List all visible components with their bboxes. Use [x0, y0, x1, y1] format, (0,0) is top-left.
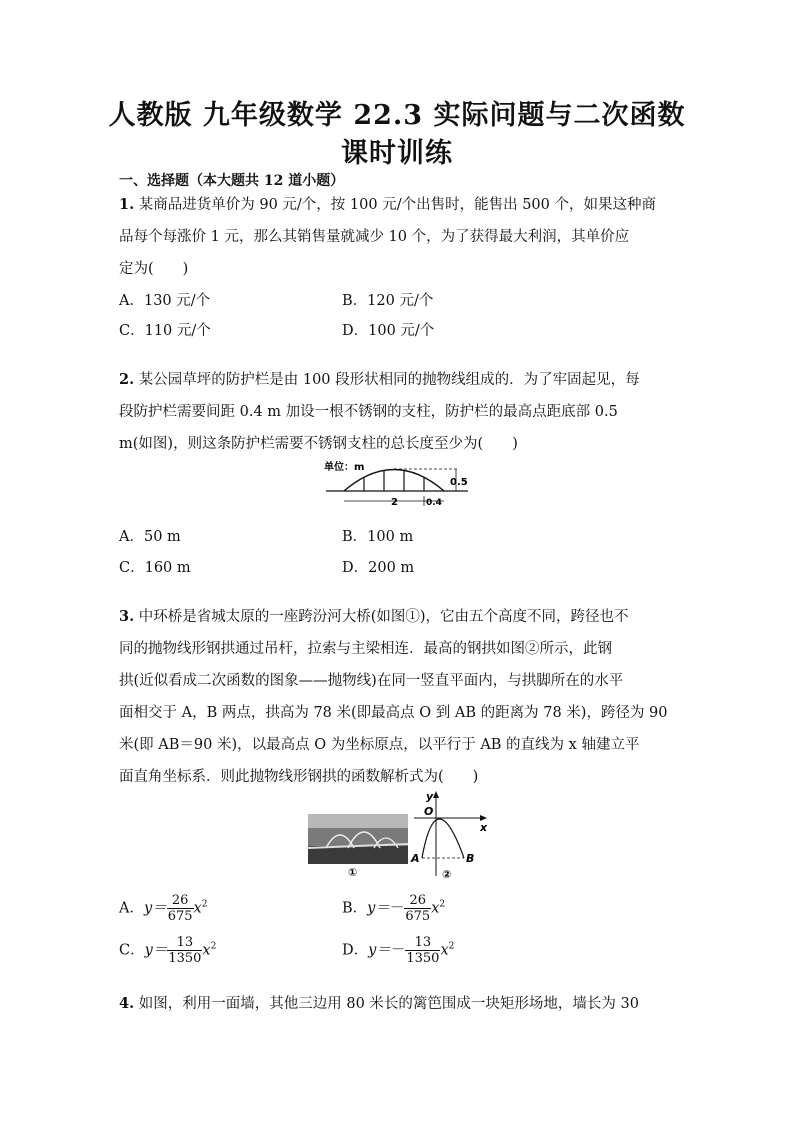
q3-option-d: D．y＝－ $\frac{13}{1350}$ $x^2$ — [342, 935, 455, 966]
q3-line5: 米(即 AB＝90 米)，以最高点 O 为坐标原点，以平行于 AB 的直线为 x 轴建立平 — [119, 737, 640, 753]
q2-height-label: 0.5 — [450, 477, 468, 488]
q3-fig1-label: ① — [348, 866, 358, 878]
q3-point-b-label: B — [466, 852, 475, 865]
q1-line1: 1. 某商品进货单价为 90 元/个，按 100 元/个出售时，能售出 500 个，如果这种商 — [119, 196, 656, 213]
q3-line2: 同的抛物线形钢拱通过吊杆，拉索与主梁相连．最高的钢拱如图②所示，此钢 — [119, 641, 612, 657]
q1-option-d: D．100 元/个 — [342, 323, 435, 339]
q3-number: 3. — [119, 608, 135, 625]
q3-option-c: C．y＝ $\frac{13}{1350}$ $x^2$ — [119, 935, 217, 966]
q3-point-a-label: A — [411, 852, 420, 865]
q3-origin-label: O — [424, 805, 434, 818]
q3-y-axis-label: y — [426, 790, 434, 803]
q1-option-b: B．120 元/个 — [342, 293, 434, 309]
document-title-line2: 课时训练 — [341, 138, 453, 169]
q2-unit-label: 单位：m — [324, 462, 365, 473]
q3-option-b: B．y＝－ $\frac{26}{675}$ $x^2$ — [342, 893, 446, 924]
q2-line3: m(如图)，则这条防护栏需要不锈钢支柱的总长度至少为( ) — [119, 436, 518, 452]
q1-option-a: A．130 元/个 — [119, 293, 211, 309]
q3-option-a: A．y＝ $\frac{26}{675}$ $x^2$ — [119, 893, 208, 924]
q3-line1: 3. 中环桥是省城太原的一座跨汾河大桥(如图①)，它由五个高度不同，跨径也不 — [119, 608, 629, 625]
q2-line1: 2. 某公园草坪的防护栏是由 100 段形状相同的抛物线组成的．为了牢固起见，每 — [119, 371, 640, 388]
q1-line2: 品每个每涨价 1 元，那么其销售量就减少 10 个，为了获得最大利润，其单价应 — [119, 229, 630, 245]
q1-number: 1. — [119, 196, 135, 213]
q3-line4: 面相交于 A，B 两点，拱高为 78 米(即最高点 O 到 AB 的距离为 78 米)，跨径为 90 — [119, 705, 668, 721]
q3-parabola-figure — [408, 788, 490, 880]
q3-line3: 拱(近似看成二次函数的图象——抛物线)在同一竖直平面内，与拱脚所在的水平 — [119, 673, 624, 689]
q3-fig2-label: ② — [442, 868, 452, 880]
document-title-line1: 人教版 九年级数学 22.3 实际问题与二次函数 — [108, 100, 686, 131]
q2-gap-label: 0.4 — [426, 498, 442, 508]
q2-fence-figure — [322, 458, 472, 518]
q3-line6: 面直角坐标系．则此抛物线形钢拱的函数解析式为( ) — [119, 769, 479, 785]
section-header: 一、选择题（本大题共 12 道小题） — [119, 173, 345, 189]
q2-option-c: C．160 m — [119, 560, 191, 576]
q2-line2: 段防护栏需要间距 0.4 m 加设一根不锈钢的支柱，防护栏的最高点距底部 0.5 — [119, 404, 618, 420]
q2-option-d: D．200 m — [342, 560, 415, 576]
q2-option-b: B．100 m — [342, 529, 414, 545]
q1-line3: 定为( ) — [119, 261, 189, 277]
q3-x-axis-label: x — [480, 821, 488, 834]
q2-number: 2. — [119, 371, 135, 388]
q4-line1: 4. 如图，利用一面墙，其他三边用 80 米长的篱笆围成一块矩形场地，墙长为 30 — [119, 995, 639, 1012]
q2-span-label: 2 — [391, 497, 398, 508]
q1-option-c: C．110 元/个 — [119, 323, 211, 339]
q2-option-a: A．50 m — [119, 529, 181, 545]
q4-number: 4. — [119, 995, 135, 1012]
q3-bridge-photo — [308, 814, 408, 878]
